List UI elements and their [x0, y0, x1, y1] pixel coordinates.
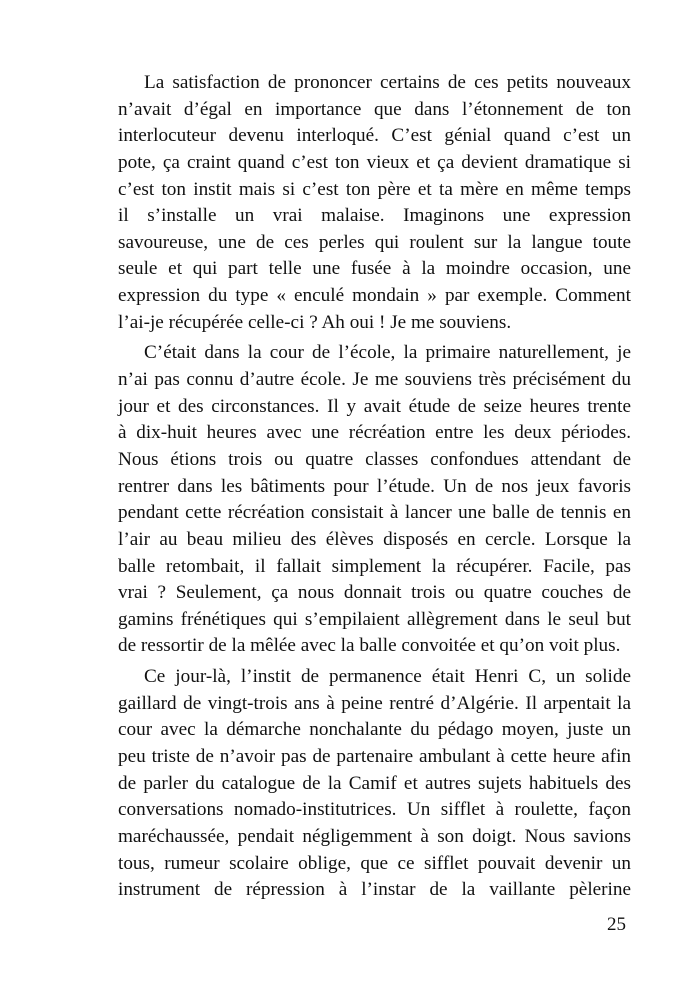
- text-line: peu triste de n’avoir pas de partenaire ambulant à cette heure afin: [118, 746, 631, 768]
- body-text: [118, 70, 631, 904]
- text-line: expression du type « enculé mondain » par exemple. Comment: [118, 285, 631, 307]
- text-line: Nous étions trois ou quatre classes confondues attendant de: [118, 448, 631, 470]
- text-line: Ce jour-là, l’instit de permanence était Henri C, un solide: [144, 666, 631, 688]
- text-line: de ressortir de la mêlée avec la balle convoitée et qu’on voit plus.: [118, 635, 621, 657]
- text-line: savoureuse, une de ces perles qui roulent sur la langue toute: [118, 231, 631, 253]
- text-line: vrai ? Seulement, ça nous donnait trois ou quatre couches de: [118, 582, 631, 604]
- text-line: C’était dans la cour de l’école, la primaire naturellement, je: [144, 342, 631, 364]
- text-line: n’avait d’égal en importance que dans l’étonnement de ton: [118, 98, 631, 120]
- paragraph: [118, 664, 631, 904]
- text-line: à dix-huit heures avec une récréation entre les deux périodes.: [118, 422, 631, 444]
- text-line: de parler du catalogue de la Camif et autres sujets habituels des: [118, 772, 631, 794]
- text-line: maréchaussée, pendait négligemment à son doigt. Nous savions: [118, 825, 631, 847]
- text-line: interlocuteur devenu interloqué. C’est génial quand c’est un: [118, 125, 631, 147]
- page-number: 25: [607, 914, 626, 935]
- text-line: balle retombait, il fallait simplement la récupérer. Facile, pas: [118, 555, 631, 577]
- text-line: il s’installe un vrai malaise. Imaginons une expression: [118, 205, 631, 227]
- text-line: jour et des circonstances. Il y avait étude de seize heures trente: [118, 395, 631, 417]
- text-line: instrument de répression à l’instar de la vaillante pèlerine: [118, 879, 631, 901]
- text-line: gamins frénétiques qui s’empilaient allègrement dans le seul but: [118, 608, 631, 630]
- text-line: l’air au beau milieu des élèves disposés en cercle. Lorsque la: [118, 528, 631, 550]
- paragraph: [118, 70, 631, 336]
- text-line: pendant cette récréation consistait à lancer une balle de tennis en: [118, 502, 631, 524]
- text-line: cour avec la démarche nonchalante du pédago moyen, juste un: [118, 719, 631, 741]
- text-line: c’est ton instit mais si c’est ton père et ta mère en même temps: [118, 178, 631, 200]
- text-line: pote, ça craint quand c’est ton vieux et ça devient dramatique si: [118, 151, 631, 173]
- text-line: La satisfaction de prononcer certains de ces petits nouveaux: [144, 72, 631, 93]
- text-line: conversations nomado-institutrices. Un sifflet à roulette, façon: [118, 799, 631, 821]
- text-line: l’ai-je récupérée celle-ci ? Ah oui ! Je me souviens.: [118, 311, 512, 333]
- text-line: rentrer dans les bâtiments pour l’étude. Un de nos jeux favoris: [118, 475, 631, 497]
- text-line: seule et qui part telle une fusée à la moindre occasion, une: [118, 258, 631, 280]
- paragraph: [118, 340, 631, 660]
- text-line: gaillard de vingt-trois ans à peine rentré d’Algérie. Il arpentait la: [118, 692, 631, 714]
- text-line: tous, rumeur scolaire oblige, que ce sifflet pouvait devenir un: [118, 852, 631, 874]
- text-line: n’ai pas connu d’autre école. Je me souviens très précisément du: [118, 369, 631, 391]
